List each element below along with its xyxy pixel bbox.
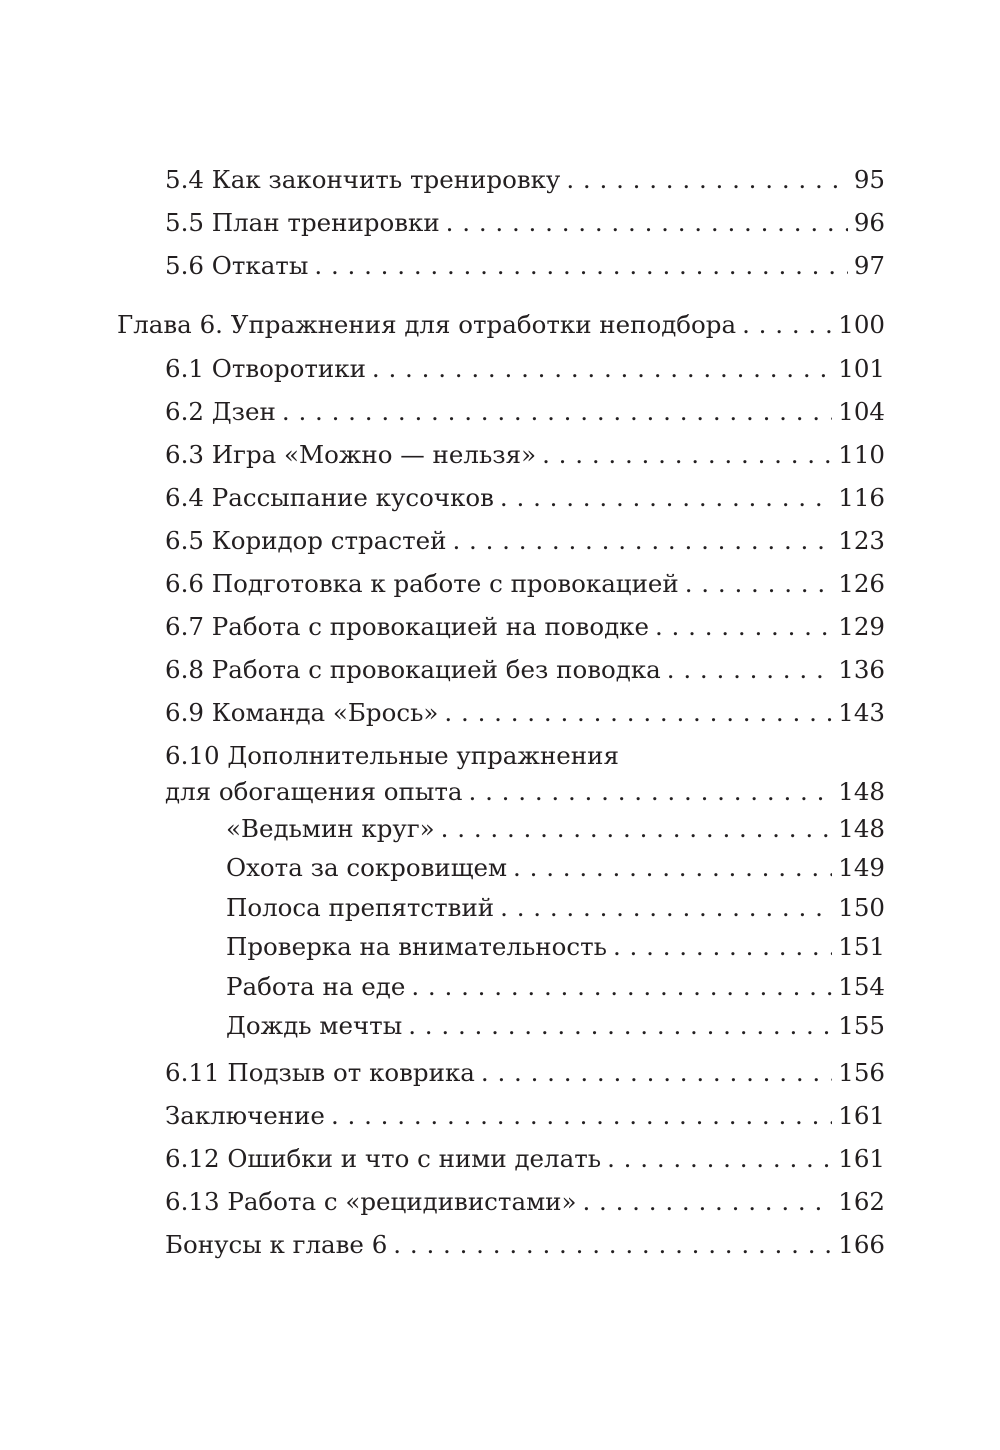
toc-entry-label: 5.6 Откаты [165,251,309,280]
dot-leader [444,698,832,728]
toc-entry-label: 6.13 Работа с «рецидивистами» [165,1187,577,1216]
dot-leader [372,354,832,384]
toc-entry-page: 149 [838,853,885,882]
dot-leader [446,208,848,238]
toc-entry-label-first-line[interactable]: 6.10 Дополнительные упражнения [165,741,619,770]
toc-subentry[interactable] [226,932,885,962]
toc-entry-label: 6.4 Рассыпание кусочков [165,483,494,512]
toc-entry-label: 6.9 Команда «Брось» [165,698,439,727]
dot-leader [500,483,832,513]
toc-entry-page: 116 [838,483,885,512]
toc-entry-label: 6.6 Подготовка к работе с провокацией [165,569,679,598]
toc-entry-page: 161 [838,1144,885,1173]
toc-entry-label: 6.5 Коридор страстей [165,526,447,555]
dot-leader [513,853,832,883]
toc-entry-label: Работа на еде [226,972,406,1001]
toc-entry[interactable] [165,569,885,599]
toc-entry-page: 136 [838,655,885,684]
toc-subentry[interactable] [226,1011,885,1041]
toc-entry-page: 95 [853,165,885,194]
dot-leader [469,777,833,807]
toc-entry-page: 155 [838,1011,885,1040]
toc-subentry[interactable] [226,853,885,883]
toc-subentry[interactable] [226,972,885,1002]
toc-entry-page: 110 [838,440,885,469]
toc-entry-page: 154 [838,972,885,1001]
toc-entry-label: 6.7 Работа с провокацией на поводке [165,612,649,641]
dot-leader [452,526,832,556]
dot-leader [411,972,832,1002]
toc-entry[interactable] [165,612,885,642]
toc-entry[interactable] [165,698,885,728]
toc-entry[interactable] [165,1230,885,1260]
toc-entry[interactable] [165,777,885,807]
toc-entry[interactable] [165,1101,885,1131]
toc-entry-label: 6.2 Дзен [165,397,276,426]
toc-entry-page: 100 [838,310,885,339]
toc-entry-label-continuation: для обогащения опыта [165,777,463,806]
toc-entry-page: 123 [838,526,885,555]
dot-leader [500,893,832,923]
toc-entry-page: 150 [838,893,885,922]
toc-entry-label: Заключение [165,1101,325,1130]
dot-leader [742,310,832,340]
toc-entry[interactable] [165,397,885,427]
dot-leader [566,165,847,195]
toc-entry-page: 126 [838,569,885,598]
dot-leader [331,1101,832,1131]
dot-leader [655,612,832,642]
dot-leader [408,1011,832,1041]
dot-leader [282,397,832,427]
toc-entry[interactable] [165,483,885,513]
toc-entry-page: 148 [838,777,885,806]
toc-entry-page: 162 [838,1187,885,1216]
toc-entry[interactable] [165,1187,885,1217]
dot-leader [441,814,833,844]
dot-leader [613,932,832,962]
toc-entry[interactable] [165,208,885,238]
toc-entry-label: 6.11 Подзыв от коврика [165,1058,475,1087]
dot-leader [607,1144,832,1174]
toc-entry-label: 6.8 Работа с провокацией без поводка [165,655,661,684]
toc-entry-page: 96 [853,208,885,237]
toc-entry-label: Дождь мечты [226,1011,403,1040]
dot-leader [393,1230,832,1260]
toc-entry-page: 161 [838,1101,885,1130]
toc-entry-label: Глава 6. Упражнения для отработки неподбора [117,310,737,339]
toc-entry-label: 5.4 Как закончить тренировку [165,165,561,194]
toc-entry-page: 101 [838,354,885,383]
toc-entry-label: Проверка на внимательность [226,932,607,961]
toc-entry[interactable] [165,251,885,281]
toc-entry[interactable] [165,440,885,470]
toc-entry[interactable] [165,526,885,556]
dot-leader [685,569,833,599]
toc-entry-page: 166 [838,1230,885,1259]
toc-entry[interactable] [165,1058,885,1088]
toc-entry-label: 5.5 План тренировки [165,208,440,237]
toc-entry-label: «Ведьмин круг» [226,814,435,843]
toc-entry[interactable] [165,354,885,384]
dot-leader [667,655,832,685]
toc-entry-page: 156 [838,1058,885,1087]
toc-entry-page: 151 [838,932,885,961]
toc-entry-label: 6.3 Игра «Можно — нельзя» [165,440,537,469]
toc-entry-label: Бонусы к главе 6 [165,1230,388,1259]
toc-entry[interactable] [165,1144,885,1174]
dot-leader [314,251,847,281]
toc-entry-page: 97 [853,251,885,280]
toc-subentry[interactable] [226,814,885,844]
toc-chapter-entry[interactable] [117,310,885,340]
toc-entry[interactable] [165,165,885,195]
dot-leader [481,1058,832,1088]
toc-entry-page: 104 [838,397,885,426]
toc-entry-label: 6.1 Отворотики [165,354,366,383]
toc-entry[interactable] [165,655,885,685]
toc-entry-page: 148 [838,814,885,843]
toc-subentry[interactable] [226,893,885,923]
toc-entry-label: Охота за сокровищем [226,853,508,882]
toc-entry-label: Полоса препятствий [226,893,495,922]
dot-leader [542,440,832,470]
dot-leader [582,1187,832,1217]
toc-entry-label: 6.12 Ошибки и что с ними делать [165,1144,602,1173]
toc-entry-page: 129 [838,612,885,641]
toc-entry-page: 143 [838,698,885,727]
